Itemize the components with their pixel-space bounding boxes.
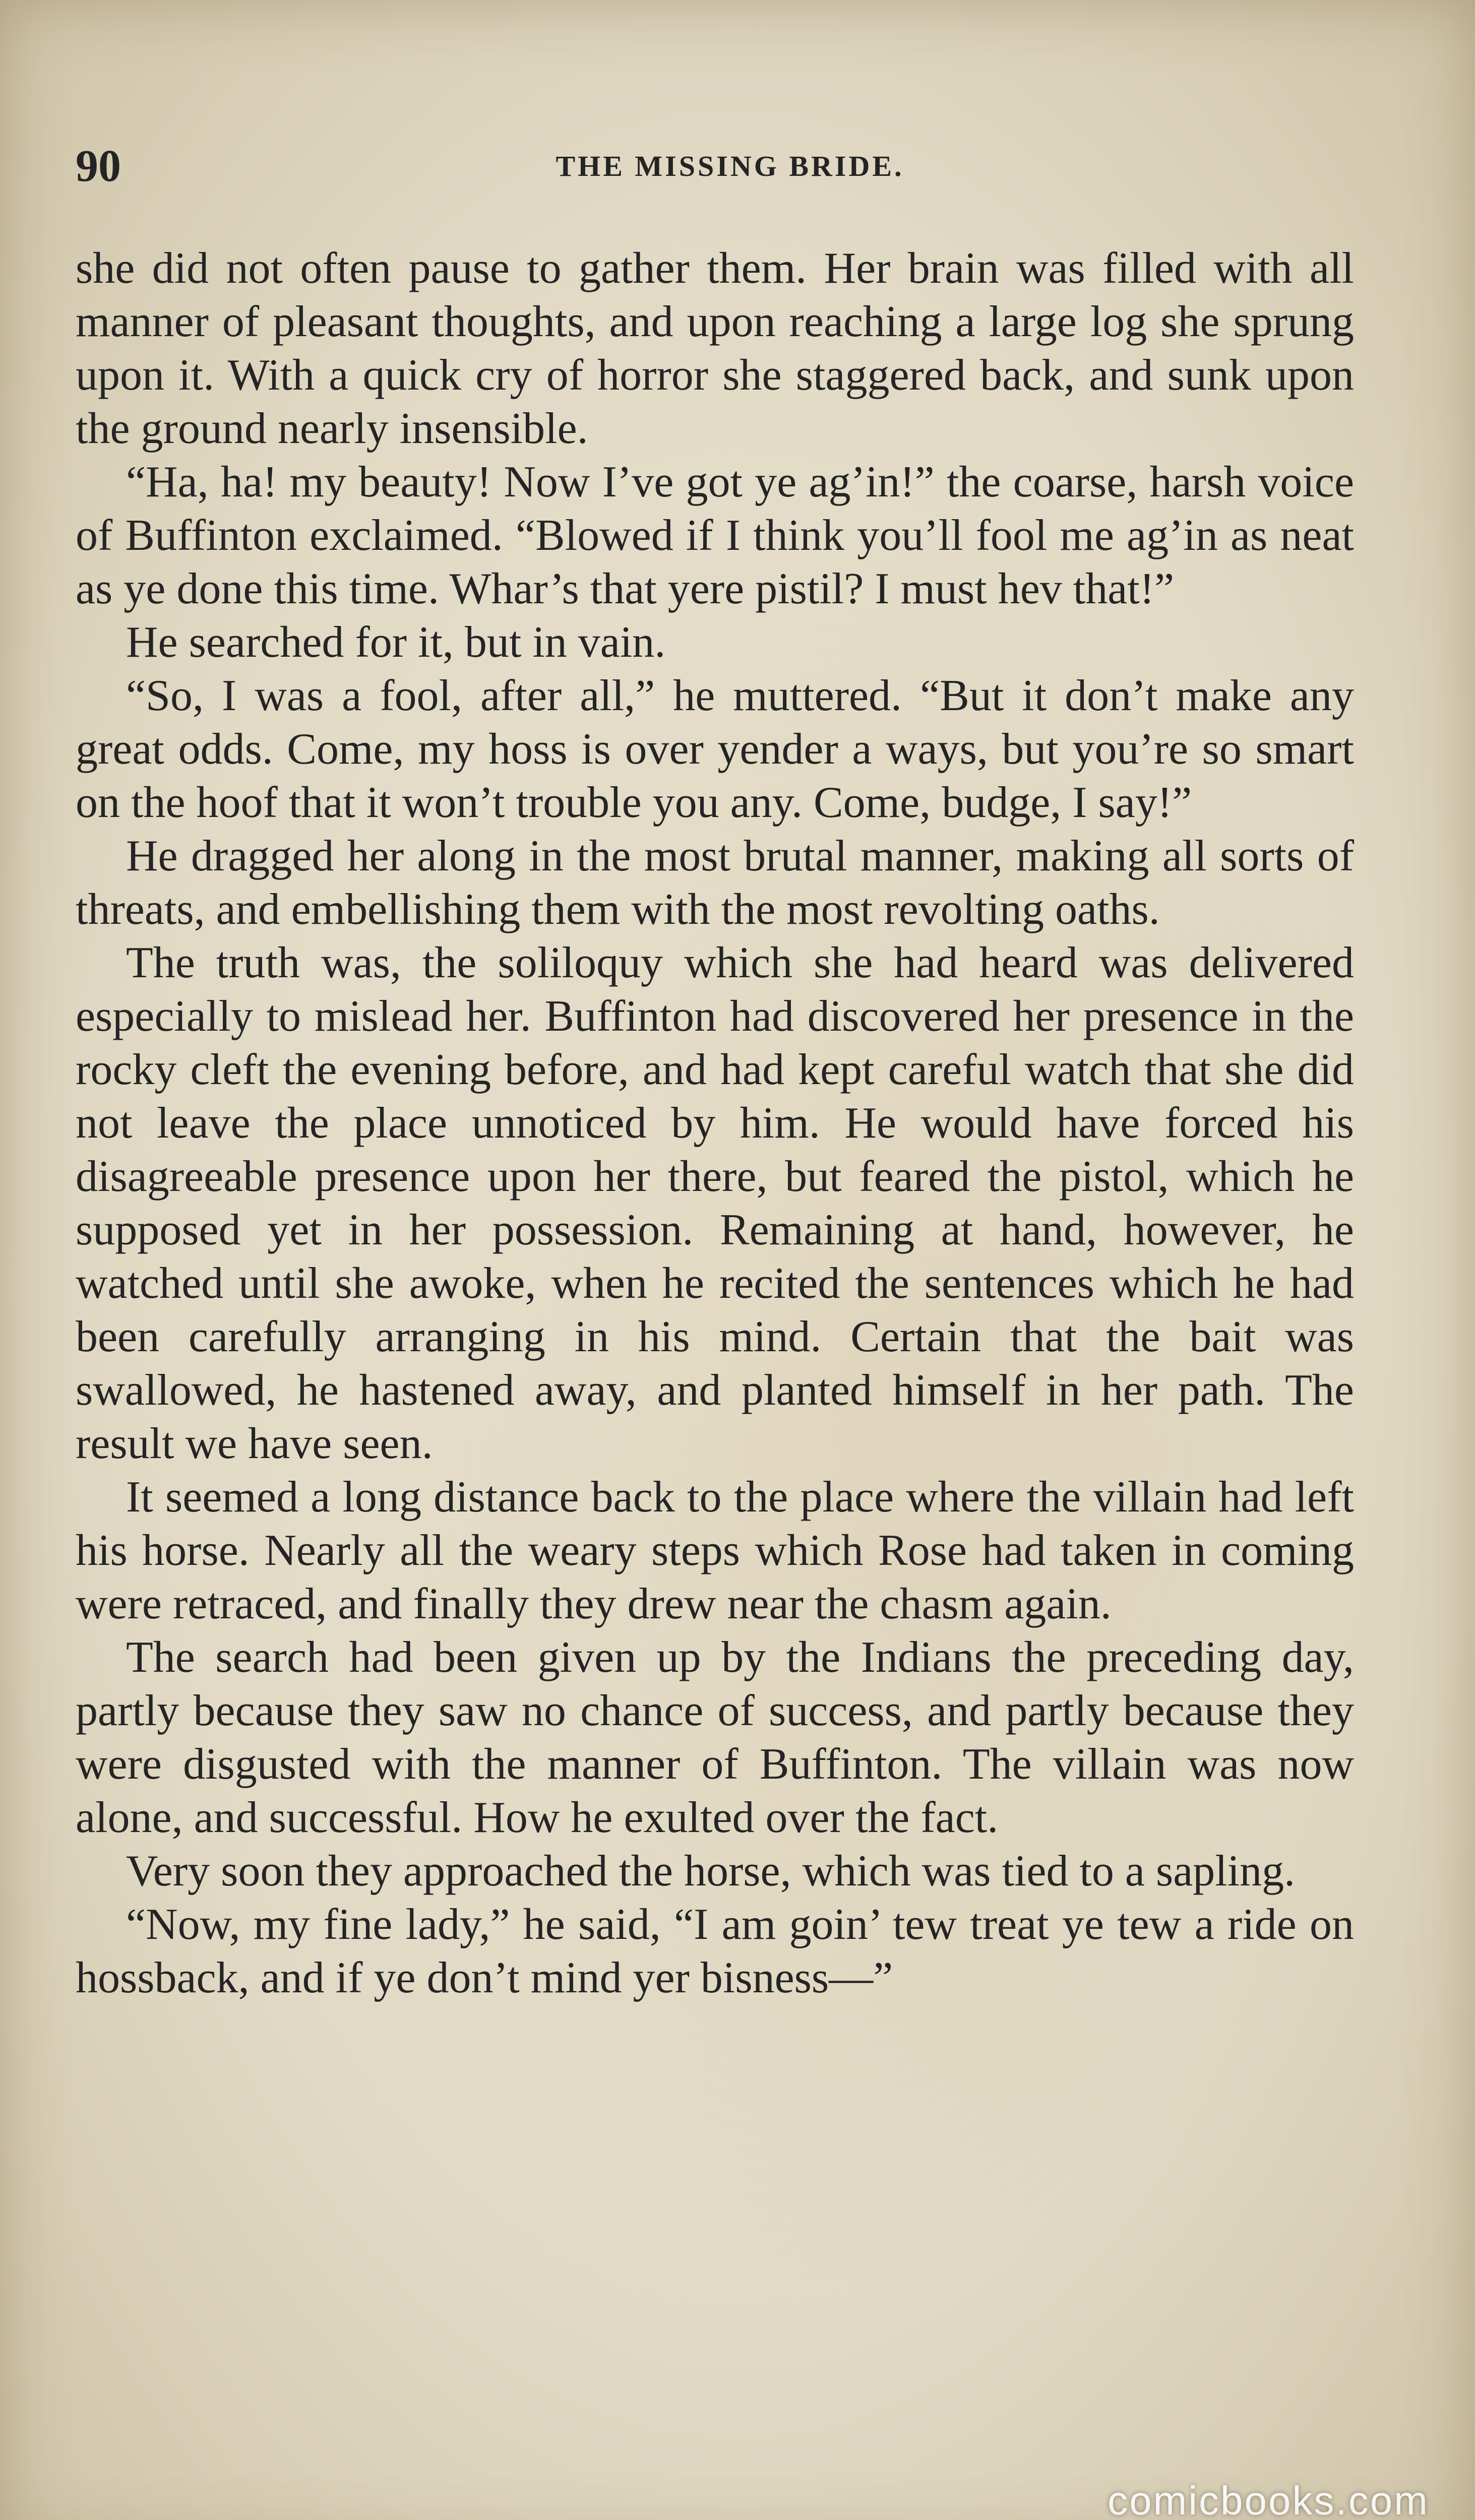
paragraph: He dragged her along in the most brutal manner, making all sorts of threats, and embellishing them with the most revolting oaths. <box>76 832 1354 934</box>
paragraph: The search had been given up by the Indians the preceding day, partly because they saw no chance of success, and partly because they were disgusted with the manner of Buffinton. The villain was now alone, and successful. How he exulted over the fact. <box>76 1633 1354 1842</box>
paragraph: “So, I was a fool, after all,” he muttered. “But it don’t make any great odds. Come, my hoss is over yender a ways, but you’re so smart on the hoof that it won’t trouble you any. Come, budge, I say!” <box>76 671 1354 827</box>
paragraph: “Ha, ha! my beauty! Now I’ve got ye ag’in!” the coarse, harsh voice of Buffinton exclaimed. “Blowed if I think you’ll fool me ag’in as neat as ye done this time. Whar’s that yere pistil? I must hev that!” <box>76 458 1354 613</box>
watermark: comicbooks.com <box>1108 2478 1429 2520</box>
paragraph: The truth was, the soliloquy which she had heard was delivered especially to mislead her. Buffinton had discovered her presence in the rocky cleft the evening before, and had kept careful watch that she did not leave the place unnoticed by him. He would have forced his disagreeable presence upon her there, but feared the pistol, which he supposed yet in her possession. Remaining at hand, however, he watched until she awoke, when he recited the sentences which he had been carefully arranging in his mind. Certain that the bait was swallowed, he hastened away, and planted himself in her path. The result we have seen. <box>76 938 1354 1468</box>
paragraph: “Now, my fine lady,” he said, “I am goin’ tew treat ye tew a ride on hossback, and if ye don’t mind yer bisness—” <box>76 1900 1354 2002</box>
paragraph: He searched for it, but in vain. <box>126 618 666 667</box>
page-number: 90 <box>76 141 121 191</box>
running-title: THE MISSING BRIDE. <box>556 150 904 182</box>
paragraph: It seemed a long distance back to the place where the villain had left his horse. Nearly all the weary steps which Rose had taken in coming were retraced, and finally they drew near the chasm again. <box>76 1473 1354 1628</box>
body-text <box>76 242 1354 2005</box>
paragraph: Very soon they approached the horse, which was tied to a sapling. <box>126 1847 1296 1896</box>
page-header <box>76 136 1354 197</box>
paragraph: she did not often pause to gather them. Her brain was filled with all manner of pleasant thoughts, and upon reaching a large log she sprung upon it. With a quick cry of horror she staggered back, and sunk upon the ground nearly insensible. <box>76 244 1354 453</box>
